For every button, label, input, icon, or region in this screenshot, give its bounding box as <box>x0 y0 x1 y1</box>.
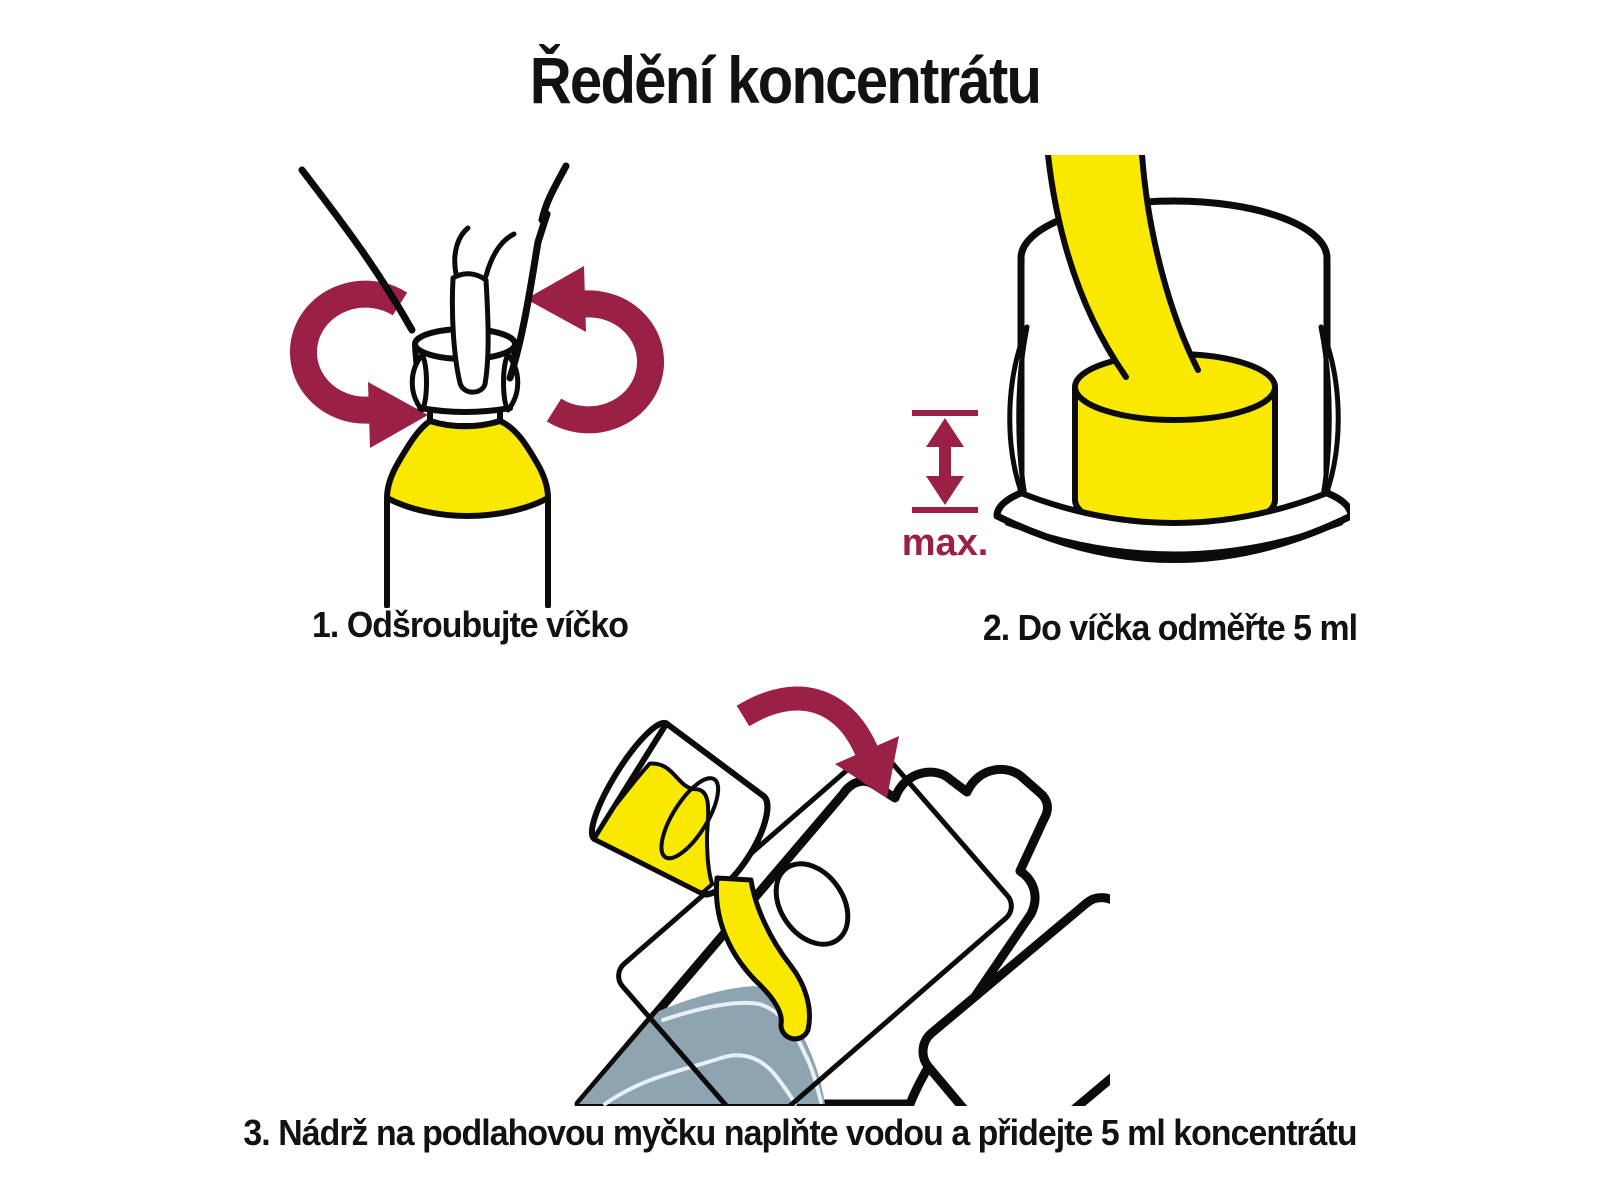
step3-caption: 3. Nádrž na podlahovou myčku naplňte vodou a přidejte 5 ml koncentrátu <box>243 1112 1357 1153</box>
max-arrow-head-up <box>926 418 964 447</box>
finger-fold-left <box>455 228 468 274</box>
step2-illustration <box>880 155 1350 595</box>
page-title: Ředění koncentrátu <box>529 43 1041 117</box>
pour-arrow-arc <box>743 699 867 752</box>
rotate-arrow-right-icon <box>526 266 651 420</box>
max-level-indicator <box>902 413 989 564</box>
bottle <box>387 408 548 606</box>
max-arrow-head-down <box>926 476 964 505</box>
rotate-arrow-left-icon <box>303 294 428 448</box>
pour-direction-arrow-icon <box>743 699 899 798</box>
index-finger <box>452 274 488 392</box>
finger-fold-right <box>486 234 514 276</box>
step2-caption: 2. Do víčka odměřte 5 ml <box>982 607 1358 648</box>
bottle-shoulder-concentrate <box>387 421 548 516</box>
tilted-cap <box>581 715 786 913</box>
measuring-cap <box>997 155 1350 560</box>
hand-right-contour <box>510 166 566 378</box>
max-label: max. <box>901 522 989 564</box>
step1-illustration <box>270 158 680 608</box>
step3-illustration <box>565 666 1110 1106</box>
cap-grip-left <box>412 355 426 410</box>
step1-caption: 1. Odšroubujte víčko <box>312 604 628 645</box>
